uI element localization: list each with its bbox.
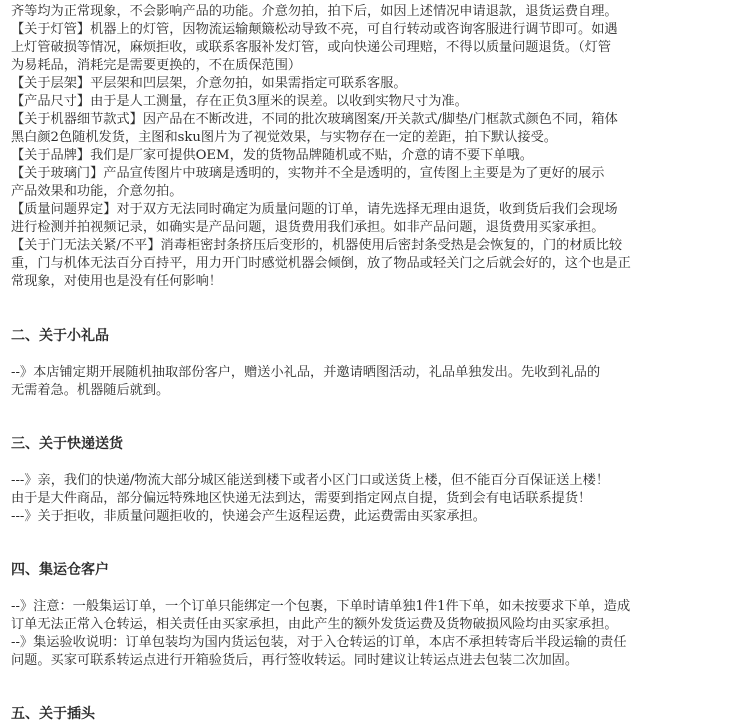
notes-line: 产品效果和功能，介意勿拍。 xyxy=(11,184,183,199)
notes-line: 【关于品牌】我们是厂家可提供OEM，发的货物品牌随机或不贴，介意的请不要下单哦。 xyxy=(11,148,533,163)
delivery-line: 由于是大件商品，部分偏远特殊地区快递无法到达，需要到指定网点自提，货到会有电话联系提货！ xyxy=(11,491,592,506)
notes-line: 进行检测并拍视频记录，如确实是产品问题，退货费用我们承担。如非产品问题，退货费用买家承担。 xyxy=(11,220,605,235)
notes-line: 【关于门无法关紧/不平】消毒柜密封条挤压后变形的，机器使用后密封条受热是会恢复的，门的材质比较 xyxy=(11,238,623,253)
consolidation-line: 问题。买家可联系转运点进行开箱验货后，再行签收转运。同时建议让转运点进去包装二次加固。 xyxy=(11,653,579,668)
notes-line: 【关于玻璃门】产品宣传图片中玻璃是透明的，实物并不全是透明的，宣传图上主要是为了更好的展示 xyxy=(11,166,605,181)
consolidation-line: --》注意：一般集运订单，一个订单只能绑定一个包裹，下单时请单独1件1件下单，如未按要求下单，造成 xyxy=(11,599,631,614)
notes-line: 【关于机器细节款式】因产品在不断改进，不同的批次玻璃图案/开关款式/脚垫/门框款式颜色不同，箱体 xyxy=(11,112,618,127)
gift-line: 无需着急。机器随后就到。 xyxy=(11,383,170,398)
notes-line: 【关于层架】平层架和凹层架，介意勿拍，如果需指定可联系客服。 xyxy=(11,76,407,91)
notes-line: 【质量问题界定】对于双方无法同时确定为质量问题的订单，请先选择无理由退货，收到货后我们会现场 xyxy=(11,202,618,217)
section-heading-delivery: 三、关于快递送货 xyxy=(11,436,123,452)
delivery-line: ---》关于拒收，非质量问题拒收的，快递会产生返程运费，此运费需由买家承担。 xyxy=(11,509,486,524)
notes-line: 上灯管破损等情况，麻烦拒收，或联系客服补发灯管，或向快递公司理赔，不得以质量问题退货。（灯管 xyxy=(11,40,612,55)
section-heading-consolidation: 四、集运仓客户 xyxy=(11,562,109,578)
delivery-line: ---》亲，我们的快递/物流大部分城区能送到楼下或者小区门口或送货上楼，但不能百分百保证送上楼！ xyxy=(11,473,610,488)
gift-line: --》本店铺定期开展随机抽取部份客户，赠送小礼品，并邀请晒图活动，礼品单独发出。先收到礼品的 xyxy=(11,365,601,380)
section-heading-gift: 二、关于小礼品 xyxy=(11,328,109,344)
notes-line: 为易耗品，消耗完是需要更换的，不在质保范围） xyxy=(11,58,302,73)
consolidation-line: 订单无法正常入仓转运，相关责任由买家承担，由此产生的额外发货运费及货物破损风险均由买家承担。 xyxy=(11,617,618,632)
section-heading-plug: 五、关于插头 xyxy=(11,706,95,722)
notes-line: 黑白颜2色随机发货，主图和sku图片为了视觉效果，与实物存在一定的差距，拍下默认接受。 xyxy=(11,130,557,145)
notes-line: 齐等均为正常现象，不会影响产品的功能。介意勿拍，拍下后，如因上述情况申请退款，退货运费自理。 xyxy=(11,4,618,19)
notes-line: 常现象，对使用也是没有任何影响！ xyxy=(11,274,222,289)
notes-line: 【产品尺寸】由于是人工测量，存在正负3厘米的误差。以收到实物尺寸为准。 xyxy=(11,94,468,109)
notes-line: 【关于灯管】机器上的灯管，因物流运输颠簸松动导致不亮，可自行转动或咨询客服进行调节即可。如遇 xyxy=(11,22,618,37)
notes-line: 重，门与机体无法百分百持平，用力开门时感觉机器会倾倒，放了物品或轻关门之后就会好的，这个也是正 xyxy=(11,256,631,271)
consolidation-line: --》集运验收说明：订单包装均为国内货运包装，对于入仓转运的订单，本店不承担转寄后半段运输的责任 xyxy=(11,635,627,650)
